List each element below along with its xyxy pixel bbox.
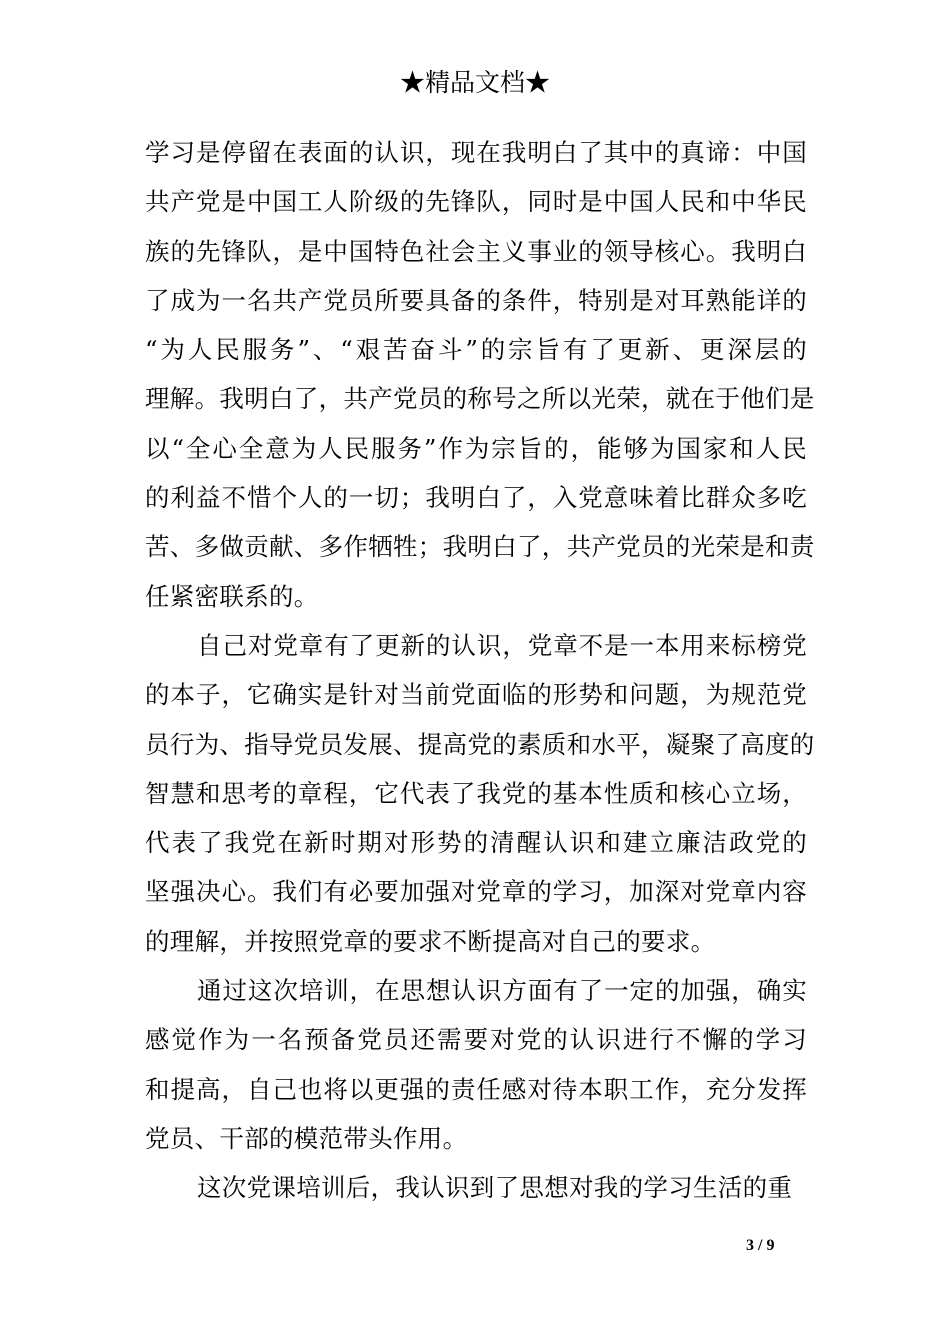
text-line: 以“全心全意为人民服务”作为宗旨的，能够为国家和人民: [145, 433, 807, 463]
text-line: 通过这次培训，在思想认识方面有了一定的加强，确实: [197, 976, 807, 1006]
text-line: 坚强决心。我们有必要加强对党章的学习，加深对党章内容: [145, 877, 807, 907]
text-line: 员行为、指导党员发展、提高党的素质和水平，凝聚了高度的: [145, 729, 815, 759]
text-line: “为人民服务”、“艰苦奋斗”的宗旨有了更新、更深层的: [145, 335, 807, 365]
text-line: 的利益不惜个人的一切；我明白了，入党意味着比群众多吃: [145, 483, 807, 513]
page-number: 3 / 9: [746, 1237, 775, 1254]
text-line: 学习是停留在表面的认识，现在我明白了其中的真谛：中国: [145, 138, 807, 167]
paragraph: [145, 621, 815, 966]
text-line: 感觉作为一名预备党员还需要对党的认识进行不懈的学习: [145, 1025, 807, 1055]
paragraph: [145, 128, 815, 621]
text-line: 了成为一名共产党员所要具备的条件，特别是对耳熟能详的: [145, 285, 807, 315]
text-line: 任紧密联系的。: [145, 581, 319, 611]
text-line: 的本子，它确实是针对当前党面临的形势和问题，为规范党: [145, 680, 807, 710]
text-line: 共产党是中国工人阶级的先锋队，同时是中国人民和中华民: [145, 187, 807, 217]
text-line: 党员、干部的模范带头作用。: [145, 1123, 468, 1153]
paragraph: [145, 966, 807, 1163]
document-body: [145, 128, 815, 1213]
text-line: 和提高，自己也将以更强的责任感对待本职工作，充分发挥: [145, 1074, 807, 1104]
text-line: 族的先锋队，是中国特色社会主义事业的领导核心。我明白: [145, 236, 807, 266]
text-line: 这次党课培训后，我认识到了思想对我的学习生活的重: [197, 1173, 793, 1203]
page-header-title: ★精品文档★: [399, 68, 550, 97]
text-line: 自己对党章有了更新的认识，党章不是一本用来标榜党: [197, 630, 807, 660]
text-line: 理解。我明白了，共产党员的称号之所以光荣，就在于他们是: [145, 384, 815, 414]
paragraph: [145, 1163, 807, 1212]
text-line: 的理解，并按照党章的要求不断提高对自己的要求。: [145, 926, 716, 956]
text-line: 智慧和思考的章程，它代表了我党的基本性质和核心立场，: [145, 778, 807, 808]
text-line: 苦、多做贡献、多作牺牲；我明白了，共产党员的光荣是和责: [145, 532, 815, 562]
text-line: 代表了我党在新时期对形势的清醒认识和建立廉洁政党的: [145, 828, 807, 858]
